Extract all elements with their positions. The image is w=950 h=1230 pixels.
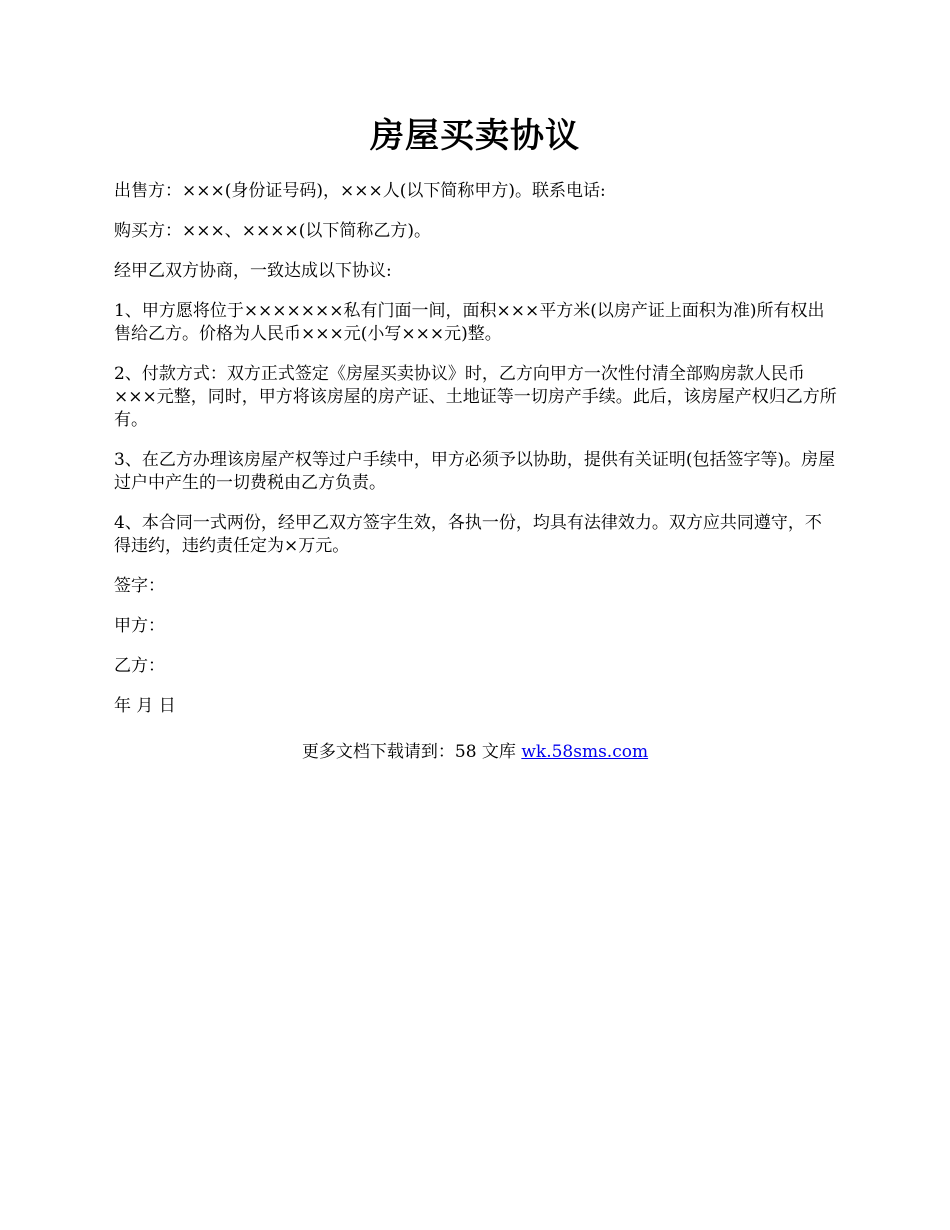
document-body [114,180,838,735]
document-title: 房屋买卖协议 [370,116,580,156]
party-a-signature-label: 甲方： [114,616,165,636]
agreement-intro-paragraph: 经甲乙双方协商，一致达成以下协议: [114,261,392,281]
download-footer [0,741,950,764]
clause-3-paragraph: 3、在乙方办理该房屋产权等过户手续中，甲方必须予以协助，提供有关证明(包括签字等)。房屋过户中产生的一切费税由乙方负责。 [114,450,836,493]
date-label: 年 月 日 [114,696,176,716]
seller-paragraph: 出售方：×××(身份证号码)，×××人(以下简称甲方)。联系电话: [114,181,606,201]
clause-4-paragraph: 4、本合同一式两份，经甲乙双方签字生效，各执一份，均具有法律效力。双方应共同遵守，不得违约，违约责任定为×万元。 [114,513,822,556]
party-b-signature-label: 乙方： [114,656,165,676]
footer-text: 更多文档下载请到：58 文库 [301,742,522,762]
buyer-paragraph: 购买方：×××、××××(以下简称乙方)。 [114,221,431,241]
clause-1-paragraph: 1、甲方愿将位于×××××××私有门面一间，面积×××平方米(以房产证上面积为准)所有权出售给乙方。价格为人民币×××元(小写×××元)整。 [114,301,825,344]
footer-link[interactable]: wk.58sms.com [521,742,649,762]
clause-2-paragraph: 2、付款方式：双方正式签定《房屋买卖协议》时，乙方向甲方一次性付清全部购房款人民币×××元整，同时，甲方将该房屋的房产证、土地证等一切房产手续。此后，该房屋产权归乙方所有。 [114,364,837,430]
signature-label: 签字： [114,576,165,596]
